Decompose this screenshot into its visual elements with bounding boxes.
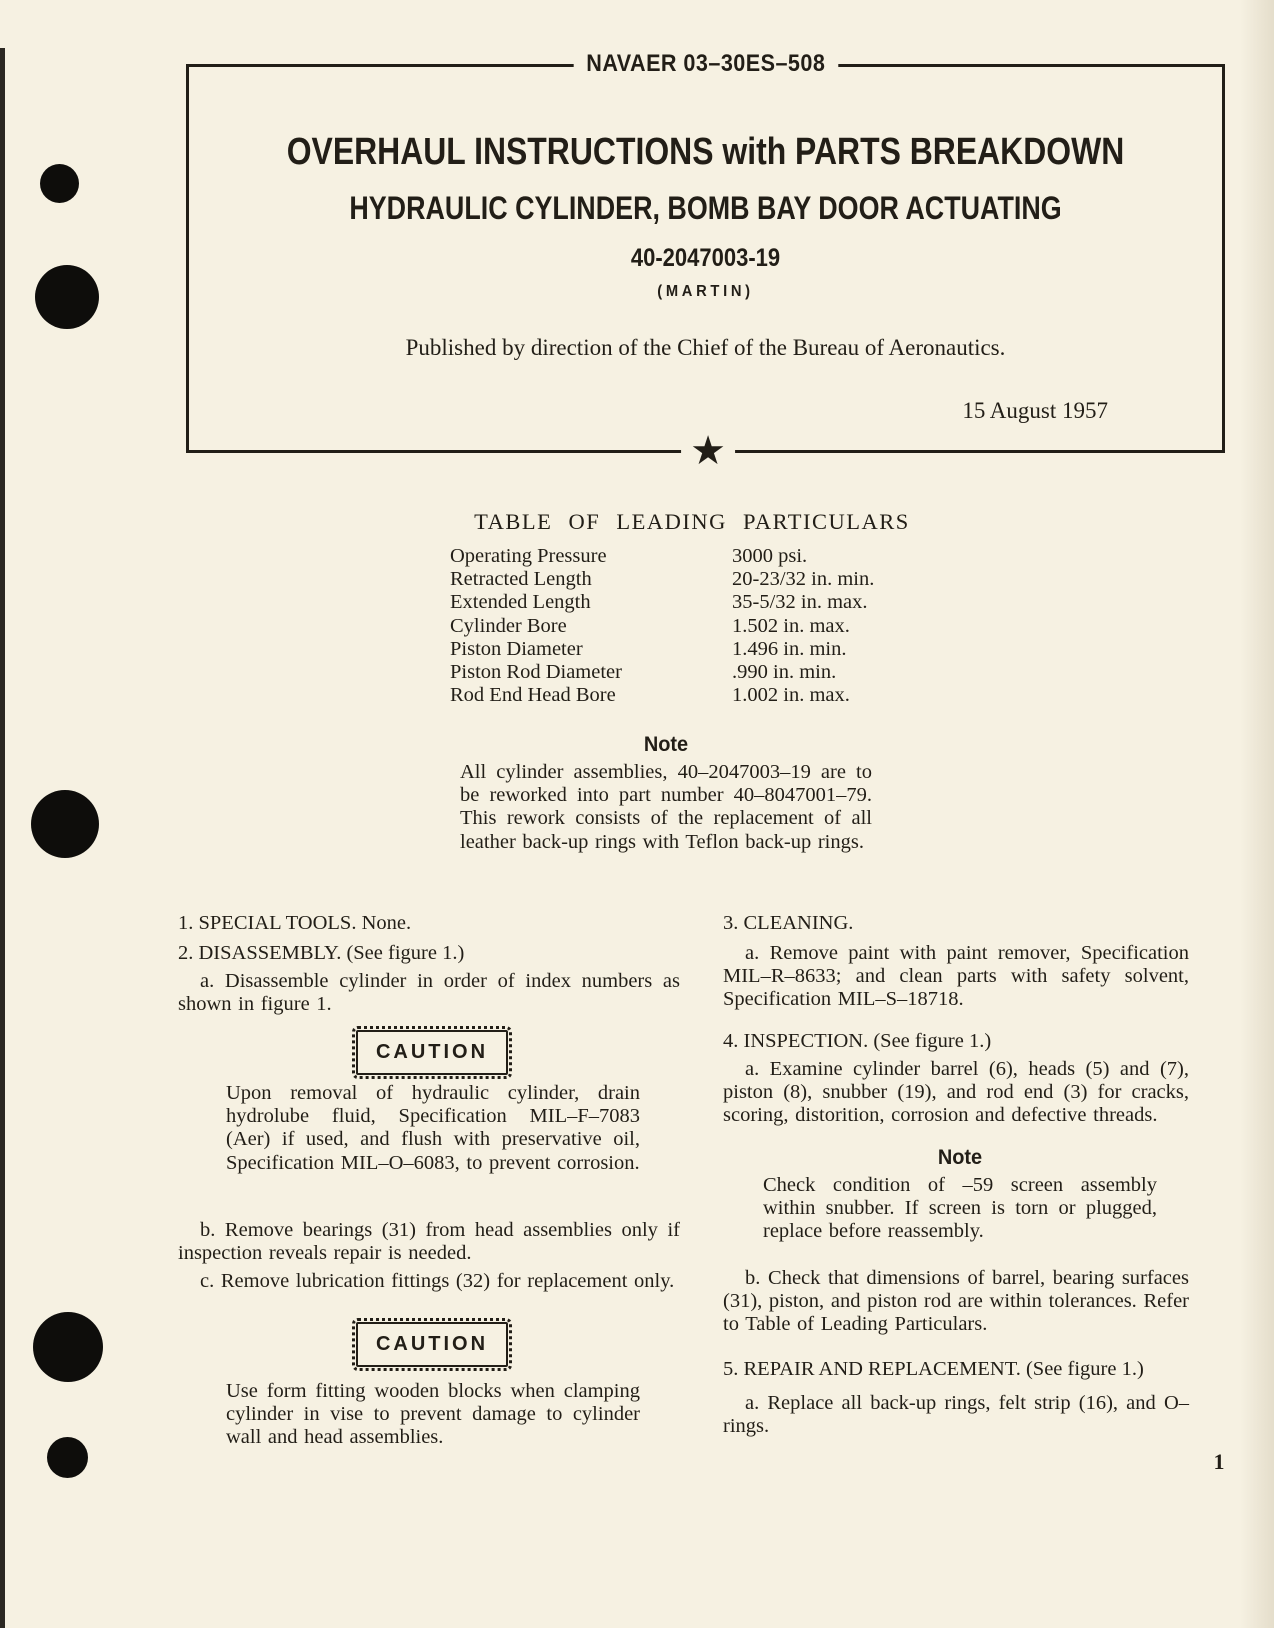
paragraph-repair-a: a. Replace all back-up rings, felt strip (16), and O–rings. [723,1392,1189,1438]
particulars-row [450,661,874,684]
scan-edge-right [1240,0,1274,1628]
section-heading-disassembly: 2. DISASSEMBLY. (See figure 1.) [178,942,465,964]
particular-label: Cylinder Bore [450,614,567,637]
particular-value: 35-5/32 in. max. [732,591,868,614]
header-box [186,50,1225,474]
paragraph-cleaning-a: a. Remove paint with paint remover, Specification MIL–R–8633; and clean parts with safety solvent, Specification MIL–S–18718. [723,942,1189,1011]
note-title: Note [937,1146,983,1169]
scan-edge-left [0,48,5,1628]
manufacturer: (MARTIN) [657,283,754,300]
note-text: Check condition of –59 screen assembly within snubber. If screen is torn or plugged, replace before reassembly. [763,1174,1157,1243]
page-number: 1 [1213,1449,1225,1474]
particulars-row [450,545,874,568]
particulars-title: TABLE OF LEADING PARTICULARS [474,509,910,534]
particular-value: 1.502 in. max. [732,614,850,637]
paragraph-inspection-a: a. Examine cylinder barrel (6), heads (5) and (7), piston (8), snubber (19), and rod end (3) for cracks, scoring, distorition, corrosion and defective threads. [723,1058,1189,1127]
particular-label: Operating Pressure [450,545,607,567]
punch-hole [33,1312,103,1382]
caution-label: CAUTION [375,1333,489,1355]
particulars-row [450,615,874,638]
caution-text-drain-fluid: Upon removal of hydraulic cylinder, drain hydrolube fluid, Specification MIL–F–7083 (Aer) if used, and flush with preservative oil, Specification MIL–O–6083, to prevent corrosion. [226,1082,640,1174]
caution-badge [356,1322,508,1367]
punch-hole [35,265,99,329]
page-subtitle: HYDRAULIC CYLINDER, BOMB BAY DOOR ACTUATING [349,190,1062,226]
paragraph-disassembly-b: b. Remove bearings (31) from head assemblies only if inspection reveals repair is needed. [178,1219,680,1265]
particular-label: Piston Diameter [450,637,583,660]
part-number: 40-2047003-19 [630,244,781,272]
section-heading-repair-replacement: 5. REPAIR AND REPLACEMENT. (See figure 1.) [723,1358,1144,1380]
particular-label: Retracted Length [450,568,592,591]
section-heading-inspection: 4. INSPECTION. (See figure 1.) [723,1030,992,1052]
caution-badge [356,1030,508,1075]
caution-text-wooden-blocks: Use form fitting wooden blocks when clamping cylinder in vise to prevent damage to cylinder wall and head assemblies. [226,1380,640,1449]
particular-value: 1.496 in. min. [732,637,847,660]
caution-label: CAUTION [375,1041,489,1063]
published-line: Published by direction of the Chief of the Bureau of Aeronautics. [405,335,1006,360]
paragraph-disassembly-c: c. Remove lubrication fittings (32) for replacement only. [200,1270,675,1292]
particulars-row [450,591,874,614]
paragraph-inspection-b: b. Check that dimensions of barrel, bearing surfaces (31), piston, and piston rod are within tolerances. Refer to Table of Leading Particulars. [723,1267,1189,1336]
particular-value: .990 in. min. [732,661,837,684]
particular-label: Piston Rod Diameter [450,661,622,684]
punch-hole [40,164,79,203]
paragraph-disassembly-a: a. Disassemble cylinder in order of index numbers as shown in figure 1. [178,970,680,1016]
particular-value: 3000 psi. [732,545,808,567]
star-icon: ★ [681,429,735,473]
particulars-table [450,545,874,707]
doc-number [189,50,1222,78]
particulars-row [450,684,874,707]
particulars-row [450,568,874,591]
doc-number-text: NAVAER 03–30ES–508 [573,50,837,78]
note-text: All cylinder assemblies, 40–2047003–19 are to be reworked into part number 40–8047001–79. This rework consists of the replacement of all leather back-up rings with Teflon back-up rings. [460,761,872,853]
particular-value: 1.002 in. max. [732,684,850,707]
punch-hole [31,790,99,858]
note-title: Note [643,733,689,756]
punch-hole [47,1437,88,1478]
particular-label: Extended Length [450,591,591,614]
particular-value: 20-23/32 in. min. [732,568,875,591]
section-heading-special-tools: 1. SPECIAL TOOLS. None. [178,912,412,934]
date-line: 15 August 1957 [962,398,1108,423]
particulars-row [450,638,874,661]
page-title: OVERHAUL INSTRUCTIONS with PARTS BREAKDOWN [286,131,1125,173]
particular-label: Rod End Head Bore [450,684,616,707]
section-heading-cleaning: 3. CLEANING. [723,912,854,934]
